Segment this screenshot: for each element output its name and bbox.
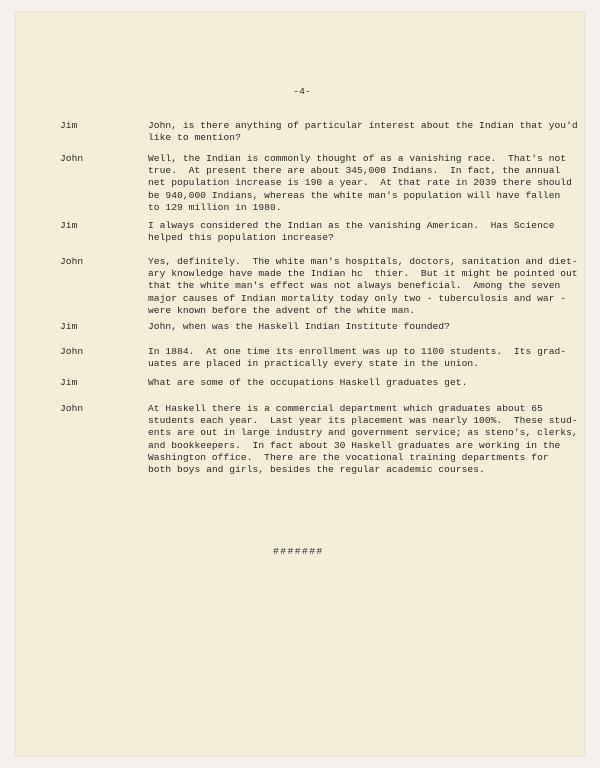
speech-line: uates are placed in practically every state in the union. bbox=[148, 358, 480, 370]
speech-line: What are some of the occupations Haskell graduates get. bbox=[148, 377, 468, 388]
speech-line: students each year. Last year its placement was nearly 100%. These stud- bbox=[148, 415, 578, 427]
speaker-name: Jim bbox=[60, 220, 78, 231]
speech-line: At Haskell there is a commercial department which graduates about 65 bbox=[148, 403, 543, 414]
page-number: -4- bbox=[293, 86, 311, 97]
speech-line: helped this population increase? bbox=[148, 232, 334, 244]
speech-line: John, is there anything of particular interest about the Indian that you'd bbox=[148, 120, 578, 131]
speech-line: and bookkeepers. In fact about 30 Haskell graduates are working in the bbox=[148, 439, 561, 451]
speech-line: be 940,000 Indians, whereas the white man's population will have fallen bbox=[148, 189, 561, 201]
speech-line: like to mention? bbox=[148, 132, 241, 144]
speech-text bbox=[148, 120, 578, 144]
speech-text bbox=[148, 321, 568, 333]
speech-line: that the white man's effect was not always beneficial. Among the seven bbox=[148, 280, 561, 292]
speaker-name: John bbox=[60, 403, 84, 414]
speech-line: net population increase is 190 a year. At that rate in 2039 there should bbox=[148, 177, 572, 189]
speech-line: John, when was the Haskell Indian Institute founded? bbox=[148, 321, 450, 332]
speech-line: Washington office. There are the vocational training departments for bbox=[148, 451, 549, 463]
speaker-name: Jim bbox=[60, 120, 78, 131]
speech-line: to 129 million in 1980. bbox=[148, 201, 282, 213]
speaker-name: Jim bbox=[60, 321, 78, 332]
document-page bbox=[16, 12, 584, 756]
speech-text bbox=[148, 256, 578, 317]
speech-line: were known before the advent of the white man. bbox=[148, 304, 416, 316]
speech-line: I always considered the Indian as the vanishing American. Has Science bbox=[148, 220, 555, 231]
speech-line: Yes, definitely. The white man's hospitals, doctors, sanitation and diet- bbox=[148, 256, 578, 267]
end-mark: ####### bbox=[273, 546, 324, 557]
speech-line: Well, the Indian is commonly thought of as a vanishing race. That's not bbox=[148, 153, 567, 164]
speech-text bbox=[148, 377, 568, 389]
speech-line: true. At present there are about 345,000 Indians. In fact, the annual bbox=[148, 165, 561, 177]
speaker-name: John bbox=[60, 153, 84, 164]
speech-text bbox=[148, 220, 568, 244]
speech-line: In 1884. At one time its enrollment was up to 1100 students. Its grad- bbox=[148, 346, 567, 357]
speaker-name: John bbox=[60, 346, 84, 357]
speech-text bbox=[148, 403, 578, 476]
speech-line: major causes of Indian mortality today only two - tuberculosis and war - bbox=[148, 292, 567, 304]
speaker-name: Jim bbox=[60, 377, 78, 388]
speech-text bbox=[148, 346, 568, 370]
speech-text bbox=[148, 153, 572, 214]
speaker-name: John bbox=[60, 256, 84, 267]
speech-line: ary knowledge have made the Indian hc thier. But it might be pointed out bbox=[148, 268, 578, 280]
speech-line: both boys and girls, besides the regular academic courses. bbox=[148, 464, 485, 476]
speech-line: ents are out in large industry and government service; as steno's, clerks, bbox=[148, 427, 578, 439]
